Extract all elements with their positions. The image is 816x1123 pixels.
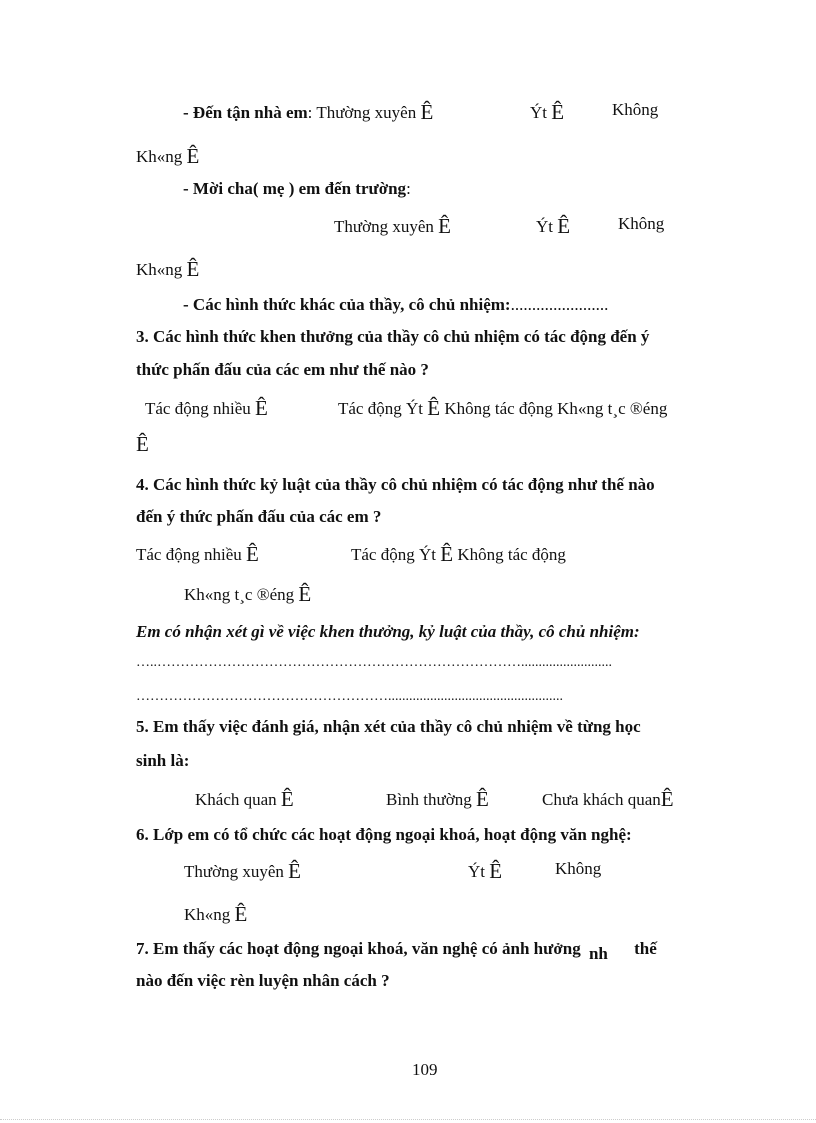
checkbox-glyph[interactable]: Ê [551, 100, 565, 124]
other-forms-line: - Các hình thức khác của thầy, cô chủ nhiệm:....................... [183, 295, 609, 314]
checkbox-glyph[interactable]: Ê [438, 214, 451, 238]
comment-answer-line-2[interactable]: ……………………………………………….................................................. [136, 689, 563, 704]
checkbox-glyph[interactable]: Ê [136, 432, 149, 456]
checkbox-glyph[interactable]: Ê [186, 144, 200, 168]
checkbox-glyph[interactable]: Ê [280, 787, 294, 811]
q3-option-much: Tác động nhiều Ê [145, 396, 268, 420]
checkbox-glyph[interactable]: Ê [288, 859, 301, 883]
q3-checkbox-end[interactable] [136, 433, 149, 454]
invite-often: Thường xuyên Ê [334, 214, 451, 238]
checkbox-glyph[interactable]: Ê [440, 542, 454, 566]
checkbox-glyph[interactable]: Ê [255, 396, 268, 420]
question-3-line-1: 3. Các hình thức khen thưởng của thầy cô chủ nhiệm có tác động đến ý [136, 327, 650, 346]
question-4-line-2: đến ý thức phấn đấu của các em ? [136, 507, 382, 526]
q3-option-little: Tác động Ýt Ê Không tác động Kh«ng t¸c ®éng [338, 396, 668, 420]
question-5-line-1: 5. Em thấy việc đánh giá, nhận xét của thầy cô chủ nhiệm về từng học [136, 717, 641, 736]
checkbox-glyph[interactable]: Ê [476, 787, 489, 811]
checkbox-glyph[interactable]: Ê [489, 859, 503, 883]
checkbox-glyph[interactable]: Ê [246, 542, 259, 566]
page-number: 109 [412, 1060, 438, 1079]
home-visit-no: Không [612, 100, 659, 119]
q5-option-normal: Bình thường Ê [386, 787, 489, 811]
footer-divider [0, 1119, 816, 1120]
q4-option-none: Kh«ng t¸c ®éng Ê [184, 582, 312, 606]
checkbox-glyph[interactable]: Ê [427, 396, 441, 420]
checkbox-glyph[interactable]: Ê [420, 100, 434, 124]
invite-never: Kh«ng Ê [136, 257, 200, 281]
home-visit-never: Kh«ng Ê [136, 144, 200, 168]
question-7-line-2: nào đến việc rèn luyện nhân cách ? [136, 971, 390, 990]
question-6-line-1: 6. Lớp em có tổ chức các hoạt động ngoại khoá, hoạt động văn nghệ: [136, 825, 632, 844]
q6-option-no: Không [555, 859, 602, 878]
q6-option-rarely: Ýt Ê [468, 859, 503, 883]
q6-option-never: Kh«ng Ê [184, 902, 248, 926]
q5-option-not-objective: Chưa khách quanÊ [542, 787, 674, 811]
home-visit-label: - Đến tận nhà em [183, 103, 308, 122]
q4-option-little: Tác động Ýt Ê Không tác động [351, 542, 566, 566]
home-visit-rarely: Ýt Ê [530, 100, 565, 124]
checkbox-glyph[interactable]: Ê [660, 787, 674, 811]
checkbox-glyph[interactable]: Ê [186, 257, 200, 281]
question-4-line-1: 4. Các hình thức kỷ luật của thầy cô chủ nhiệm có tác động như thế nào [136, 475, 655, 494]
comment-answer-line-1[interactable]: …..…………………………………………………………………….......................... [136, 655, 612, 670]
question-7-line-1: 7. Em thấy các hoạt động ngoại khoá, văn nghệ có ảnh hưởng nh thế [136, 939, 657, 963]
home-visit-line [183, 101, 433, 122]
invite-parents-line: - Mời cha( mẹ ) em đến trường: [183, 179, 411, 198]
invite-rarely: Ýt Ê [536, 214, 571, 238]
checkbox-glyph[interactable]: Ê [234, 902, 248, 926]
home-visit-often: : Thường xuyên [307, 103, 417, 122]
checkbox-glyph[interactable]: Ê [557, 214, 571, 238]
q4-option-much: Tác động nhiều Ê [136, 542, 259, 566]
question-5-line-2: sinh là: [136, 751, 190, 770]
comment-prompt: Em có nhận xét gì về việc khen thưởng, kỷ luật của thầy, cô chủ nhiệm: [136, 622, 640, 641]
q5-option-objective: Khách quan Ê [195, 787, 294, 811]
question-3-line-2: thức phấn đấu của các em như thế nào ? [136, 360, 429, 379]
invite-no: Không [618, 214, 665, 233]
checkbox-glyph[interactable]: Ê [298, 582, 312, 606]
q6-option-often: Thường xuyên Ê [184, 859, 301, 883]
